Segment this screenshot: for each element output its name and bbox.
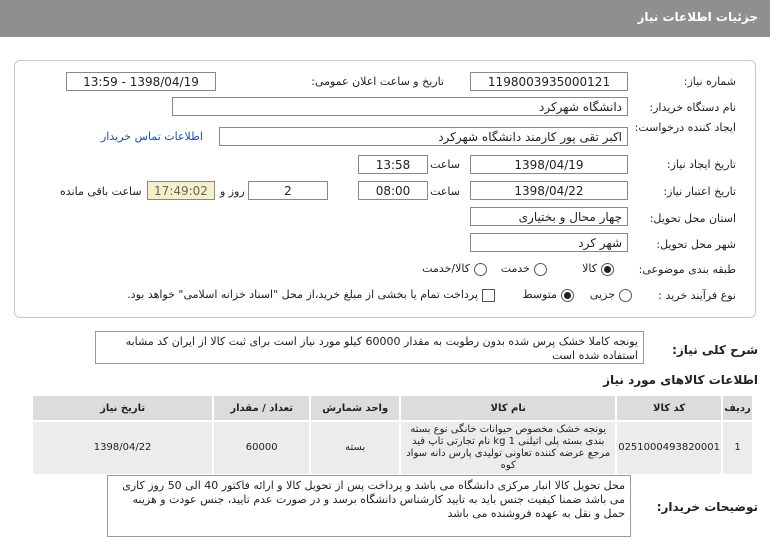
category-goods-service-radio[interactable] (474, 263, 487, 276)
cell-unit: بسته (310, 421, 400, 475)
category-service-text: خدمت (500, 262, 530, 275)
buyer-contact-link[interactable]: اطلاعات تماس خریدار (101, 130, 203, 143)
category-option-service[interactable] (501, 262, 547, 276)
cell-name: یونجه خشک مخصوص حیوانات خانگی نوع بسته بندی بسته پلی اتیلنی 1 kg نام تجارتی تاپ فید مرجع عرضه کننده تعاونی تولیدی پارس دانه سواد کوه (400, 421, 616, 475)
requester-field[interactable]: اکبر تقی پور کارمند دانشگاه شهرکرد (219, 127, 628, 146)
city-field[interactable]: شهر کرد (470, 233, 628, 252)
requester-label: ایجاد کننده درخواست: (634, 121, 736, 134)
category-option-goods[interactable] (582, 262, 614, 276)
window-title: جزئیات اطلاعات نیاز (0, 0, 770, 37)
header-row-index: ردیف (722, 395, 753, 421)
validity-date-label: تاریخ اعتبار نیاز: (663, 185, 736, 198)
process-medium-text: متوسط (522, 288, 557, 301)
buyer-notes-text: محل تحویل کالا انبار مرکزی دانشگاه می باشد و پرداخت پس از تحویل کالا و ارائه فاکتور 40 الی 50 روز کاری می باشد ضمنا کیفیت جنس باید به تایید کارشناس دانشگاه برسد و در صورت عدم تایید، جنس عودت و هزینه حمل و نقل به عهده فروشنده می باشد (107, 475, 631, 537)
goods-header-row (32, 395, 753, 421)
header-date: تاریخ نیاز (32, 395, 213, 421)
cell-row-index: 1 (722, 421, 753, 475)
province-label: استان محل تحویل: (649, 212, 736, 225)
process-label: نوع فرآیند خرید : (658, 289, 736, 302)
process-minor-radio[interactable] (619, 289, 632, 302)
cell-code: 0251000493820001 (616, 421, 722, 475)
header-name: نام کالا (400, 395, 616, 421)
city-label: شهر محل تحویل: (656, 238, 736, 251)
created-time-field[interactable]: 13:58 (358, 155, 428, 174)
remaining-days-field[interactable]: 2 (248, 181, 328, 200)
summary-label: شرح کلی نیاز: (672, 343, 758, 357)
process-minor-text: جزیی (589, 288, 615, 301)
created-date-field[interactable]: 1398/04/19 (470, 155, 628, 174)
goods-section-title: اطلاعات کالاهای مورد نیاز (603, 373, 758, 387)
need-number-field[interactable]: 1198003935000121 (470, 72, 628, 91)
remaining-time-field[interactable]: 17:49:02 (147, 181, 215, 200)
category-goods-service-text: کالا/خدمت (422, 262, 470, 275)
header-qty: تعداد / مقدار (213, 395, 310, 421)
buyer-notes-label: توضیحات خریدار: (656, 500, 758, 514)
buyer-org-field[interactable]: دانشگاه شهرکرد (172, 97, 628, 116)
summary-text: یونجه کاملا خشک پرس شده بدون رطوبت به مقدار 60000 کیلو مورد نیاز است برای ثبت کالا از ایران کد مشابه استفاده شده است (95, 331, 644, 364)
cell-date: 1398/04/22 (32, 421, 213, 475)
category-goods-text: کالا (582, 262, 597, 275)
header-code: کد کالا (616, 395, 722, 421)
category-option-goods-service[interactable] (422, 262, 487, 276)
days-label: روز و (220, 185, 245, 198)
category-goods-radio[interactable] (601, 263, 614, 276)
validity-time-label: ساعت (430, 185, 460, 198)
process-option-minor[interactable] (590, 288, 632, 302)
province-field[interactable]: چهار محال و بختیاری (470, 207, 628, 226)
buyer-org-label: نام دستگاه خریدار: (649, 101, 736, 114)
cell-qty: 60000 (213, 421, 310, 475)
treasury-payment-text: پرداخت تمام یا بخشی از مبلغ خرید،از محل "اسناد خزانه اسلامی" خواهد بود. (127, 288, 478, 301)
announce-datetime-label: تاریخ و ساعت اعلان عمومی: (311, 75, 444, 88)
table-row[interactable] (32, 421, 753, 475)
created-date-label: تاریخ ایجاد نیاز: (666, 158, 736, 171)
header-unit: واحد شمارش (310, 395, 400, 421)
validity-date-field[interactable]: 1398/04/22 (470, 181, 628, 200)
treasury-payment-checkbox[interactable] (482, 289, 495, 302)
remaining-label: ساعت باقی مانده (60, 185, 142, 198)
process-option-medium[interactable] (522, 288, 574, 302)
validity-time-field[interactable]: 08:00 (358, 181, 428, 200)
announce-datetime-field[interactable]: 1398/04/19 - 13:59 (66, 72, 216, 91)
goods-table (31, 394, 754, 476)
category-service-radio[interactable] (534, 263, 547, 276)
treasury-payment-option[interactable] (127, 288, 495, 302)
process-medium-radio[interactable] (561, 289, 574, 302)
need-number-label: شماره نیاز: (683, 75, 736, 88)
category-label: طبقه بندی موضوعی: (638, 263, 736, 276)
created-time-label: ساعت (430, 158, 460, 171)
